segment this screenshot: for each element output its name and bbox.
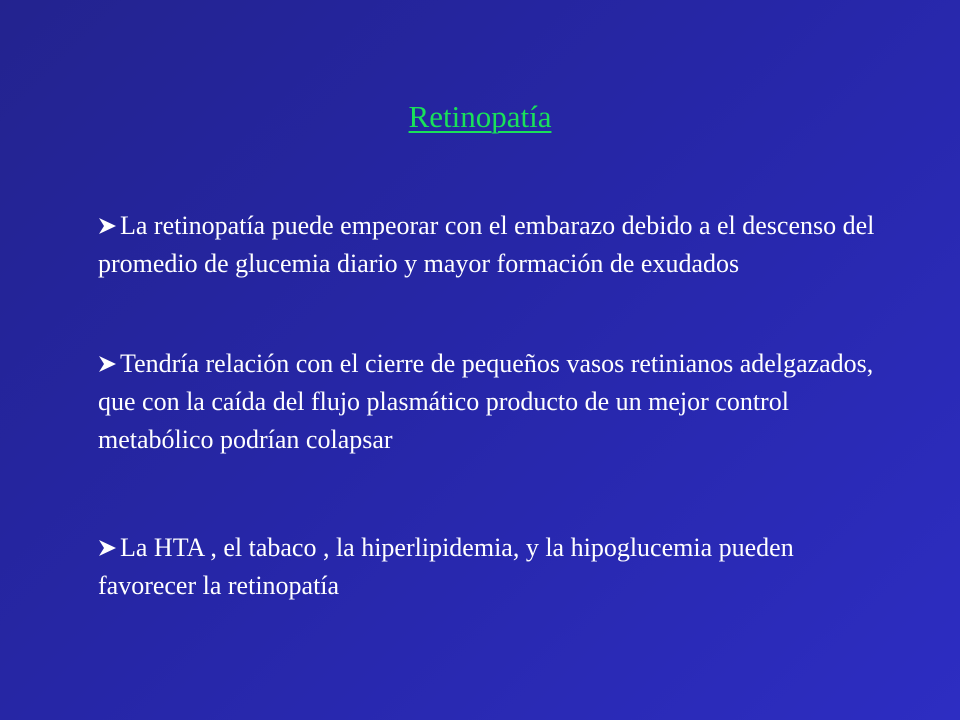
slide-title-text: Retinopatía: [408, 99, 552, 134]
slide-title: [0, 97, 960, 137]
arrowhead-bullet-icon: [98, 539, 117, 557]
bullet-text: La retinopatía puede empeorar con el embarazo debido a el descenso del promedio de glucemia diario y mayor formación de exudados: [98, 211, 875, 278]
bullet-item: [98, 529, 898, 605]
bullet-text: Tendría relación con el cierre de pequeños vasos retinianos adelgazados, que con la caída del flujo plasmático producto de un mejor control metabólico podrían colapsar: [98, 349, 874, 454]
bullet-item: [98, 345, 898, 459]
bullet-text: La HTA , el tabaco , la hiperlipidemia, y la hipoglucemia pueden favorecer la retinopatía: [98, 533, 794, 600]
bullet-item: [98, 207, 898, 283]
arrowhead-bullet-icon: [98, 355, 117, 373]
arrowhead-bullet-icon: [98, 217, 117, 235]
